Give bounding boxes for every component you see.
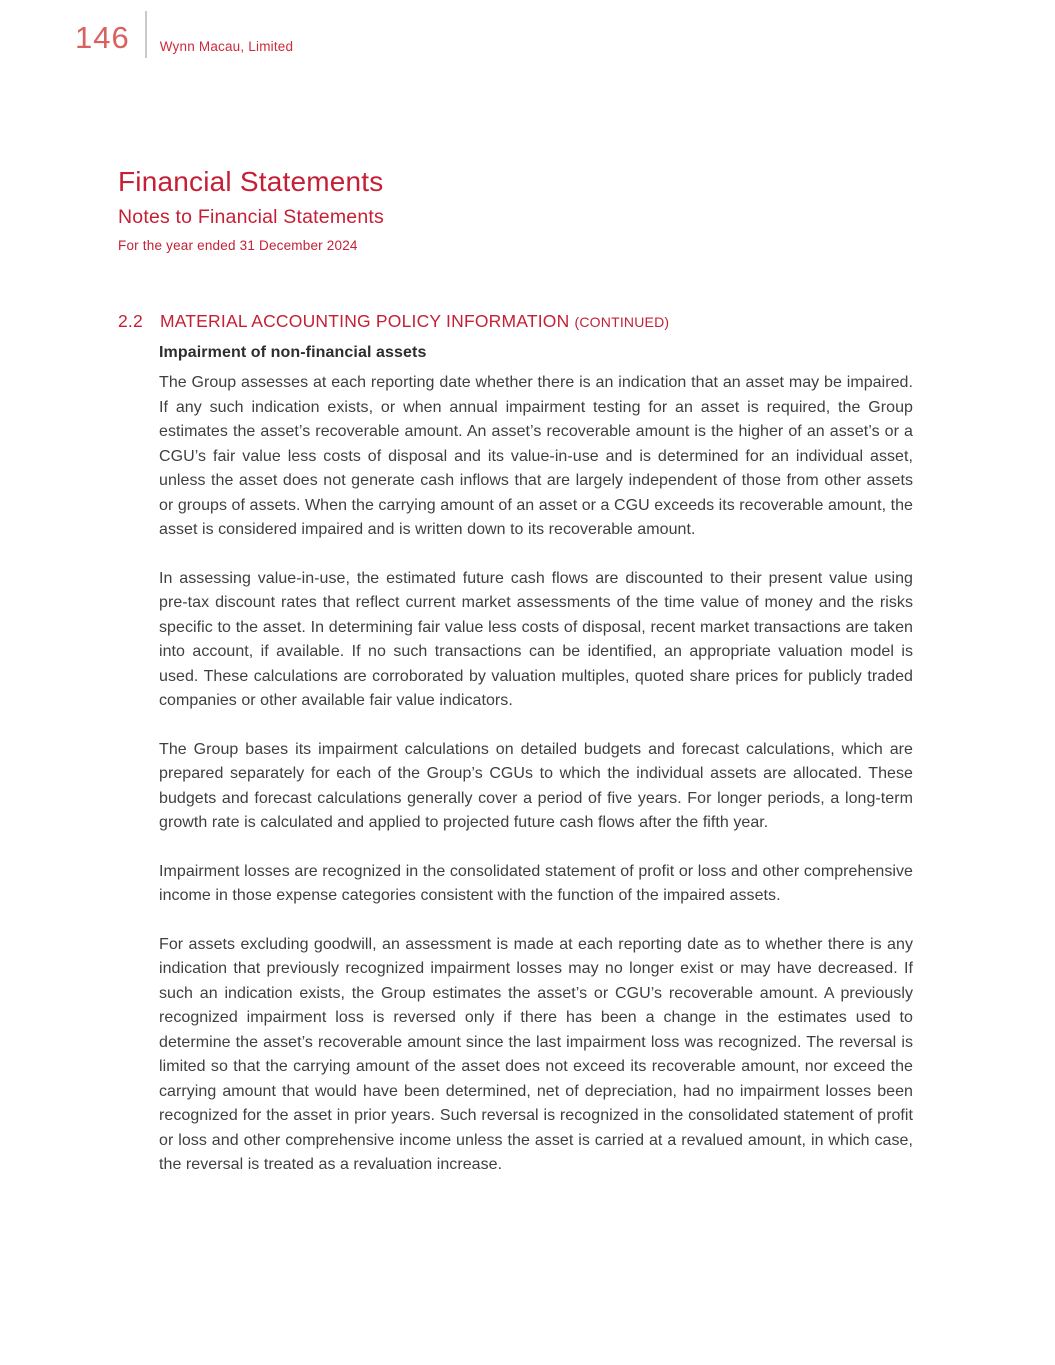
paragraph: In assessing value-in-use, the estimated future cash flows are discounted to their present value using pre-tax discount rates that reflect current market assessments of the time value of money and the risks specific to the asset. In determining fair value less costs of disposal, recent market transactions are taken into account, if available. If no such transactions can be identified, an appropriate valuation model is used. These calculations are corroborated by valuation multiples, quoted share prices for publicly traded companies or other available fair value indicators.: [159, 569, 913, 709]
body-copy: [159, 371, 913, 1202]
paragraph: Impairment losses are recognized in the consolidated statement of profit or loss and other comprehensive income in those expense categories consistent with the function of the impaired assets.: [159, 862, 913, 904]
title-block: [118, 166, 384, 253]
company-name: Wynn Macau, Limited: [159, 39, 294, 54]
document-title: Financial Statements: [118, 166, 384, 197]
paragraph: For assets excluding goodwill, an assessment is made at each reporting date as to whether there is any indication that previously recognized impairment losses may no longer exist or may have decreased. If such an indication exists, the Group estimates the asset’s or CGU’s recoverable amount. A previously recognized impairment loss is reversed only if there has been a change in the estimates used to determine the asset’s recoverable amount since the last impairment loss was recognized. The reversal is limited so that the carrying amount of the asset does not exceed its recoverable amount, nor exceed the carrying amount that would have been determined, net of depreciation, had no impairment losses been recognized for the asset in prior years. Such reversal is recognized in the consolidated statement of profit or loss and other comprehensive income unless the asset is carried at a revalued amount, in which case, the reversal is treated as a revaluation increase.: [159, 935, 913, 1173]
paragraph: The Group bases its impairment calculations on detailed budgets and forecast calculations, which are prepared separately for each of the Group’s CGUs to which the individual assets are allocated. These budgets and forecast calculations generally cover a period of five years. For longer periods, a long-term growth rate is calculated and applied to projected future cash flows after the fifth year.: [159, 740, 913, 831]
document-subtitle: Notes to Financial Statements: [118, 206, 384, 228]
header-divider: [145, 11, 147, 58]
reporting-period: For the year ended 31 December 2024: [118, 238, 358, 253]
paragraph: The Group assesses at each reporting date whether there is an indication that an asset may be impaired. If any such indication exists, or when annual impairment testing for an asset is required, the Group estimates the asset’s recoverable amount. An asset’s recoverable amount is the higher of an asset’s or a CGU’s fair value less costs of disposal and its value-in-use and is determined for an individual asset, unless the asset does not generate cash inflows that are largely independent of those from other assets or groups of assets. When the carrying amount of an asset or a CGU exceeds its recoverable amount, the asset is considered impaired and is written down to its recoverable amount.: [159, 374, 913, 538]
section-title: MATERIAL ACCOUNTING POLICY INFORMATION: [159, 311, 570, 331]
section-heading: [118, 311, 669, 332]
section-continued-label: (CONTINUED): [574, 314, 670, 330]
section-number: 2.2: [118, 311, 143, 331]
policy-subheading: Impairment of non-financial assets: [159, 344, 427, 361]
page-number: 146: [75, 20, 130, 55]
running-header: [75, 14, 293, 60]
